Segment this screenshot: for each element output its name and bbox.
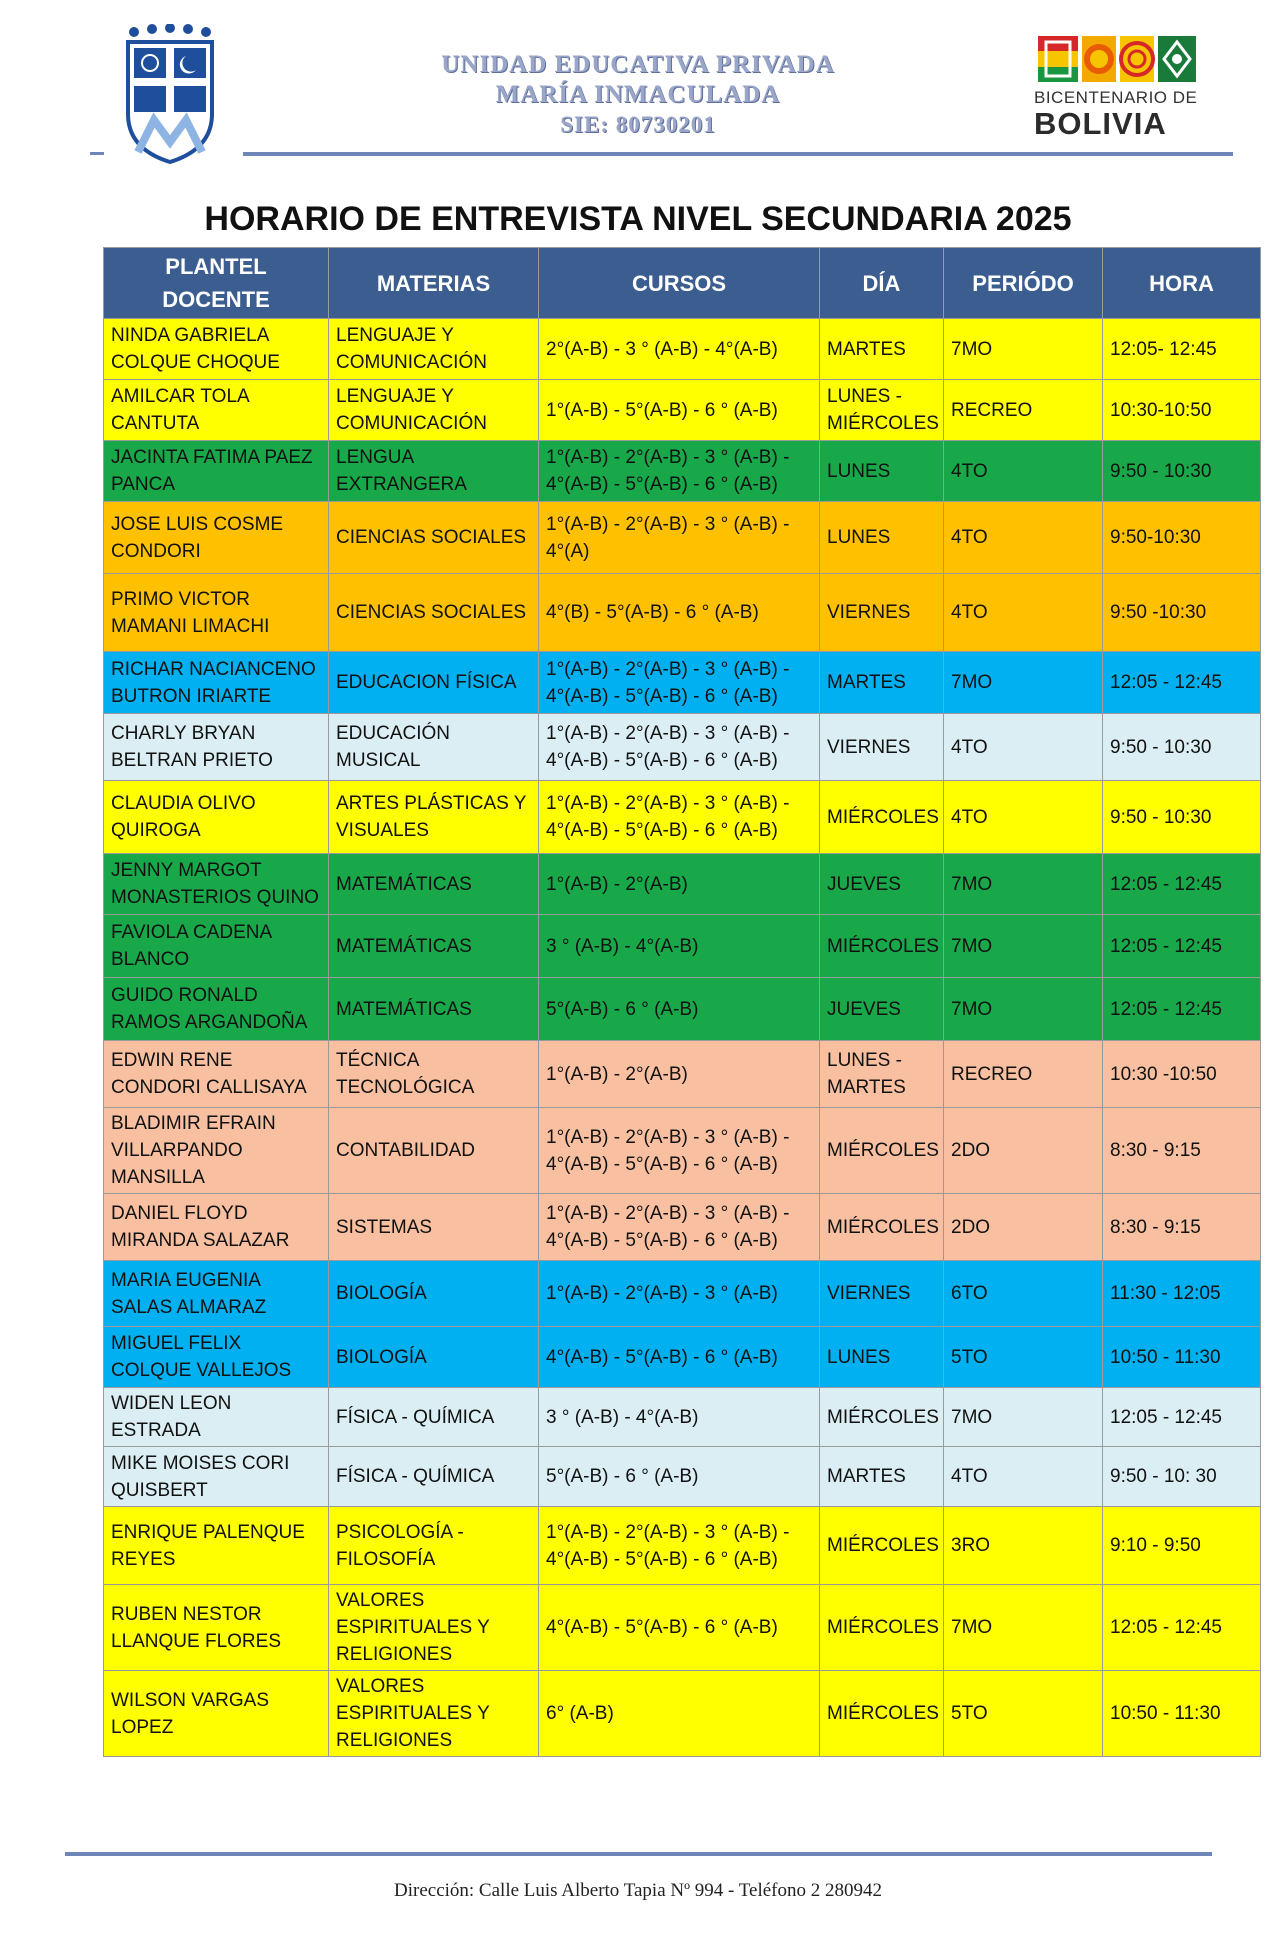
cell-docente: CLAUDIA OLIVO QUIROGA (104, 781, 329, 854)
cell-materia: CONTABILIDAD (329, 1108, 539, 1194)
cell-hora: 11:30 - 12:05 (1103, 1261, 1261, 1327)
cell-periodo: 6TO (944, 1261, 1103, 1327)
cell-docente: WIDEN LEON ESTRADA (104, 1388, 329, 1447)
cell-materia: LENGUAJE Y COMUNICACIÓN (329, 319, 539, 380)
cell-cursos: 4°(A-B) - 5°(A-B) - 6 ° (A-B) (539, 1585, 820, 1671)
cell-cursos: 1°(A-B) - 2°(A-B) - 3 ° (A-B) - 4°(A-B) - 5°(A-B) - 6 ° (A-B) (539, 652, 820, 714)
cell-materia: MATEMÁTICAS (329, 854, 539, 915)
footer-rule (65, 1852, 1212, 1856)
cell-docente: BLADIMIR EFRAIN VILLARPANDO MANSILLA (104, 1108, 329, 1194)
cell-materia: CIENCIAS SOCIALES (329, 502, 539, 574)
cell-materia: EDUCACION FÍSICA (329, 652, 539, 714)
cell-periodo: 4TO (944, 441, 1103, 502)
table-row (104, 854, 1261, 915)
cell-materia: ARTES PLÁSTICAS Y VISUALES (329, 781, 539, 854)
cell-periodo: 7MO (944, 652, 1103, 714)
table-header-row (104, 248, 1261, 319)
cell-hora: 12:05 - 12:45 (1103, 978, 1261, 1041)
cell-dia: JUEVES (820, 978, 944, 1041)
table-row (104, 1388, 1261, 1447)
col-header-dia: DÍA (820, 248, 944, 319)
cell-cursos: 1°(A-B) - 2°(A-B) - 3 ° (A-B) - 4°(A-B) - 5°(A-B) - 6 ° (A-B) (539, 714, 820, 781)
cell-hora: 9:50 -10:30 (1103, 574, 1261, 652)
table-row (104, 441, 1261, 502)
table-row (104, 1447, 1261, 1507)
cell-periodo: 4TO (944, 574, 1103, 652)
cell-cursos: 1°(A-B) - 2°(A-B) - 3 ° (A-B) (539, 1261, 820, 1327)
table-row (104, 978, 1261, 1041)
bicentenario-text-big: BOLIVIA (1034, 106, 1167, 141)
cell-periodo: 5TO (944, 1671, 1103, 1757)
cell-dia: VIERNES (820, 574, 944, 652)
cell-docente: FAVIOLA CADENA BLANCO (104, 915, 329, 978)
cell-hora: 9:50 - 10:30 (1103, 714, 1261, 781)
cell-hora: 9:10 - 9:50 (1103, 1507, 1261, 1585)
cell-materia: TÉCNICA TECNOLÓGICA (329, 1041, 539, 1108)
cell-hora: 9:50 - 10:30 (1103, 781, 1261, 854)
cell-materia: FÍSICA - QUÍMICA (329, 1447, 539, 1507)
table-row (104, 781, 1261, 854)
cell-docente: AMILCAR TOLA CANTUTA (104, 380, 329, 441)
cell-dia: LUNES - MARTES (820, 1041, 944, 1108)
cell-periodo: 7MO (944, 915, 1103, 978)
col-header-docente (104, 248, 329, 319)
cell-dia: LUNES - MIÉRCOLES (820, 380, 944, 441)
cell-docente: MARIA EUGENIA SALAS ALMARAZ (104, 1261, 329, 1327)
cell-materia: BIOLOGÍA (329, 1261, 539, 1327)
cell-cursos: 4°(B) - 5°(A-B) - 6 ° (A-B) (539, 574, 820, 652)
cell-cursos: 3 ° (A-B) - 4°(A-B) (539, 915, 820, 978)
table-row (104, 1327, 1261, 1388)
cell-dia: VIERNES (820, 1261, 944, 1327)
cell-materia: MATEMÁTICAS (329, 915, 539, 978)
cell-hora: 12:05 - 12:45 (1103, 1388, 1261, 1447)
cell-hora: 9:50 - 10: 30 (1103, 1447, 1261, 1507)
school-sie: SIE: 80730201 (560, 112, 716, 137)
cell-docente: JOSE LUIS COSME CONDORI (104, 502, 329, 574)
cell-docente: GUIDO RONALD RAMOS ARGANDOÑA (104, 978, 329, 1041)
bicentenario-logo (1034, 36, 1204, 146)
table-row (104, 1194, 1261, 1261)
cell-materia: EDUCACIÓN MUSICAL (329, 714, 539, 781)
cell-hora: 10:30-10:50 (1103, 380, 1261, 441)
page-title: HORARIO DE ENTREVISTA NIVEL SECUNDARIA 2025 (204, 200, 1072, 238)
cell-dia: MIÉRCOLES (820, 1388, 944, 1447)
cell-periodo: 4TO (944, 714, 1103, 781)
cell-docente: NINDA GABRIELA COLQUE CHOQUE (104, 319, 329, 380)
cell-dia: MIÉRCOLES (820, 1585, 944, 1671)
cell-periodo: 2DO (944, 1194, 1103, 1261)
bicentenario-text-small: BICENTENARIO DE (1034, 88, 1198, 107)
cell-cursos: 1°(A-B) - 2°(A-B) - 3 ° (A-B) - 4°(A-B) - 5°(A-B) - 6 ° (A-B) (539, 1194, 820, 1261)
cell-docente: EDWIN RENE CONDORI CALLISAYA (104, 1041, 329, 1108)
table-row (104, 652, 1261, 714)
header-rule (243, 152, 1233, 156)
cell-periodo: 7MO (944, 1388, 1103, 1447)
cell-docente: CHARLY BRYAN BELTRAN PRIETO (104, 714, 329, 781)
cell-docente: JENNY MARGOT MONASTERIOS QUINO (104, 854, 329, 915)
cell-cursos: 1°(A-B) - 2°(A-B) (539, 1041, 820, 1108)
cell-materia: CIENCIAS SOCIALES (329, 574, 539, 652)
col-header-materias: MATERIAS (329, 248, 539, 319)
cell-hora: 10:50 - 11:30 (1103, 1327, 1261, 1388)
col-header-cursos: CURSOS (539, 248, 820, 319)
cell-periodo: 4TO (944, 781, 1103, 854)
cell-cursos: 1°(A-B) - 2°(A-B) - 3 ° (A-B) - 4°(A) (539, 502, 820, 574)
cell-hora: 10:30 -10:50 (1103, 1041, 1261, 1108)
cell-periodo: 3RO (944, 1507, 1103, 1585)
cell-periodo: 2DO (944, 1108, 1103, 1194)
table-row (104, 502, 1261, 574)
cell-cursos: 2°(A-B) - 3 ° (A-B) - 4°(A-B) (539, 319, 820, 380)
cell-materia: PSICOLOGÍA - FILOSOFÍA (329, 1507, 539, 1585)
cell-docente: WILSON VARGAS LOPEZ (104, 1671, 329, 1757)
table-row (104, 1261, 1261, 1327)
col-header-periodo: PERIÓDO (944, 248, 1103, 319)
cell-dia: MIÉRCOLES (820, 781, 944, 854)
cell-dia: MIÉRCOLES (820, 1671, 944, 1757)
cell-docente: DANIEL FLOYD MIRANDA SALAZAR (104, 1194, 329, 1261)
bicentenario-emblem-icon (1038, 36, 1196, 82)
cell-cursos: 1°(A-B) - 2°(A-B) - 3 ° (A-B) - 4°(A-B) - 5°(A-B) - 6 ° (A-B) (539, 1108, 820, 1194)
table-row (104, 380, 1261, 441)
cell-hora: 12:05 - 12:45 (1103, 915, 1261, 978)
table-row (104, 319, 1261, 380)
col-header-hora: HORA (1103, 248, 1261, 319)
cell-cursos: 1°(A-B) - 2°(A-B) - 3 ° (A-B) - 4°(A-B) - 5°(A-B) - 6 ° (A-B) (539, 1507, 820, 1585)
cell-periodo: 7MO (944, 978, 1103, 1041)
cell-materia: BIOLOGÍA (329, 1327, 539, 1388)
cell-cursos: 1°(A-B) - 2°(A-B) - 3 ° (A-B) - 4°(A-B) - 5°(A-B) - 6 ° (A-B) (539, 441, 820, 502)
cell-dia: LUNES (820, 1327, 944, 1388)
cell-periodo: 7MO (944, 319, 1103, 380)
cell-materia: SISTEMAS (329, 1194, 539, 1261)
cell-hora: 12:05 - 12:45 (1103, 1585, 1261, 1671)
footer-address: Dirección: Calle Luis Alberto Tapia Nº 994 - Teléfono 2 280942 (394, 1880, 882, 1901)
cell-cursos: 1°(A-B) - 2°(A-B) (539, 854, 820, 915)
table-row (104, 1671, 1261, 1757)
school-name: MARÍA INMACULADA (495, 81, 781, 108)
cell-hora: 9:50-10:30 (1103, 502, 1261, 574)
cell-materia: MATEMÁTICAS (329, 978, 539, 1041)
cell-cursos: 1°(A-B) - 5°(A-B) - 6 ° (A-B) (539, 380, 820, 441)
cell-cursos: 3 ° (A-B) - 4°(A-B) (539, 1388, 820, 1447)
cell-dia: VIERNES (820, 714, 944, 781)
cell-cursos: 5°(A-B) - 6 ° (A-B) (539, 1447, 820, 1507)
cell-periodo: 4TO (944, 502, 1103, 574)
cell-hora: 8:30 - 9:15 (1103, 1194, 1261, 1261)
cell-periodo: RECREO (944, 380, 1103, 441)
cell-hora: 8:30 - 9:15 (1103, 1108, 1261, 1194)
cell-materia: FÍSICA - QUÍMICA (329, 1388, 539, 1447)
cell-cursos: 6° (A-B) (539, 1671, 820, 1757)
cell-docente: MIGUEL FELIX COLQUE VALLEJOS (104, 1327, 329, 1388)
cell-periodo: RECREO (944, 1041, 1103, 1108)
cell-dia: MARTES (820, 319, 944, 380)
cell-periodo: 7MO (944, 1585, 1103, 1671)
col-header-docente-l1: PLANTEL (165, 254, 267, 279)
cell-hora: 12:05 - 12:45 (1103, 854, 1261, 915)
table-row (104, 574, 1261, 652)
cell-docente: JACINTA FATIMA PAEZ PANCA (104, 441, 329, 502)
col-header-docente-l2: DOCENTE (162, 287, 270, 312)
cell-dia: JUEVES (820, 854, 944, 915)
cell-materia: LENGUAJE Y COMUNICACIÓN (329, 380, 539, 441)
cell-dia: MARTES (820, 652, 944, 714)
cell-cursos: 1°(A-B) - 2°(A-B) - 3 ° (A-B) - 4°(A-B) - 5°(A-B) - 6 ° (A-B) (539, 781, 820, 854)
cell-hora: 10:50 - 11:30 (1103, 1671, 1261, 1757)
cell-materia: LENGUA EXTRANGERA (329, 441, 539, 502)
table-row (104, 1507, 1261, 1585)
cell-periodo: 7MO (944, 854, 1103, 915)
table-row (104, 1108, 1261, 1194)
cell-cursos: 5°(A-B) - 6 ° (A-B) (539, 978, 820, 1041)
header-rule-left (90, 152, 104, 155)
cell-materia: VALORES ESPIRITUALES Y RELIGIONES (329, 1671, 539, 1757)
cell-dia: MIÉRCOLES (820, 1194, 944, 1261)
cell-docente: PRIMO VICTOR MAMANI LIMACHI (104, 574, 329, 652)
cell-materia: VALORES ESPIRITUALES Y RELIGIONES (329, 1585, 539, 1671)
cell-hora: 9:50 - 10:30 (1103, 441, 1261, 502)
cell-dia: LUNES (820, 441, 944, 502)
cell-dia: LUNES (820, 502, 944, 574)
cell-cursos: 4°(A-B) - 5°(A-B) - 6 ° (A-B) (539, 1327, 820, 1388)
cell-docente: RUBEN NESTOR LLANQUE FLORES (104, 1585, 329, 1671)
cell-docente: RICHAR NACIANCENO BUTRON IRIARTE (104, 652, 329, 714)
cell-dia: MARTES (820, 1447, 944, 1507)
cell-periodo: 5TO (944, 1327, 1103, 1388)
cell-hora: 12:05 - 12:45 (1103, 652, 1261, 714)
cell-hora: 12:05- 12:45 (1103, 319, 1261, 380)
table-row (104, 915, 1261, 978)
table-row (104, 1585, 1261, 1671)
table-row (104, 1041, 1261, 1108)
cell-dia: MIÉRCOLES (820, 1108, 944, 1194)
school-type: UNIDAD EDUCATIVA PRIVADA (441, 51, 835, 78)
cell-docente: ENRIQUE PALENQUE REYES (104, 1507, 329, 1585)
cell-dia: MIÉRCOLES (820, 915, 944, 978)
table-row (104, 714, 1261, 781)
cell-periodo: 4TO (944, 1447, 1103, 1507)
cell-docente: MIKE MOISES CORI QUISBERT (104, 1447, 329, 1507)
cell-dia: MIÉRCOLES (820, 1507, 944, 1585)
schedule-table (103, 247, 1261, 1757)
